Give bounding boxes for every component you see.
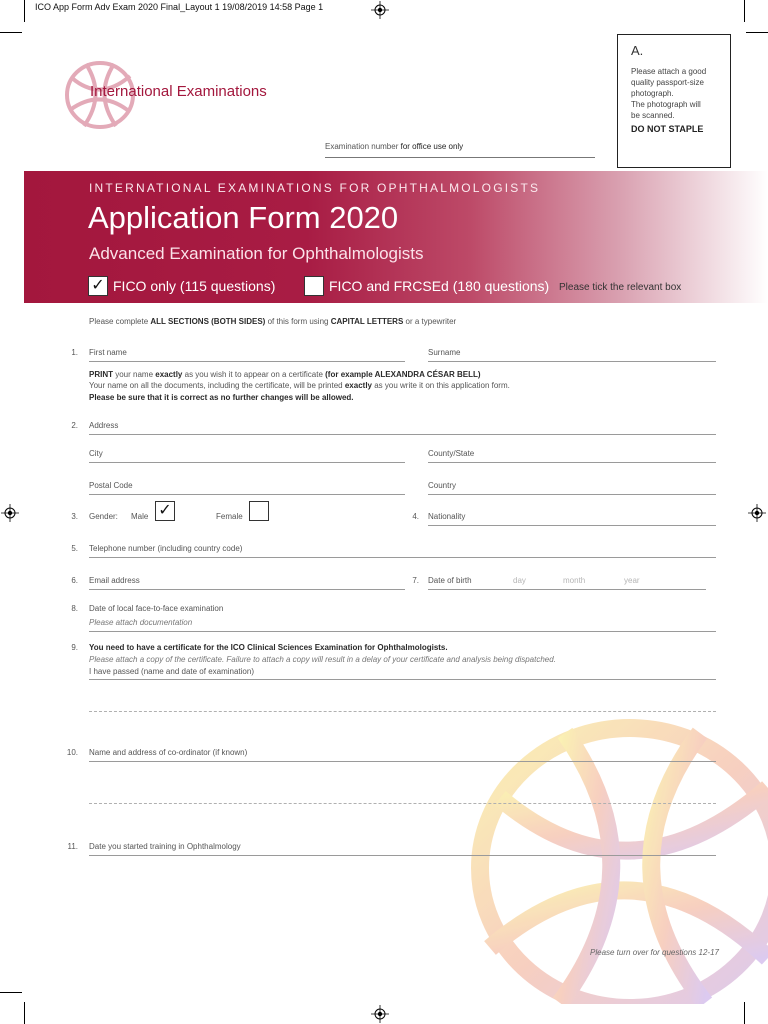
date-of-birth-label: Date of birth xyxy=(428,576,472,585)
telephone-field[interactable] xyxy=(89,557,716,558)
print-note xyxy=(89,370,481,379)
question-number: 9. xyxy=(71,643,78,652)
instruction-part: or a typewriter xyxy=(403,317,457,326)
page-title: Application Form 2020 xyxy=(88,200,399,235)
print-slug: ICO App Form Adv Exam 2020 Final_Layout 1 19/08/2019 14:58 Page 1 xyxy=(35,2,324,12)
dob-day-hint: day xyxy=(513,576,526,585)
training-start-field[interactable] xyxy=(89,855,716,856)
question-number: 5. xyxy=(71,544,78,553)
certificate-heading xyxy=(89,643,448,652)
crop-mark xyxy=(0,32,22,33)
passed-field[interactable] xyxy=(89,679,716,680)
turn-over-note: Please turn over for questions 12-17 xyxy=(590,948,719,957)
gender-label: Gender: xyxy=(89,512,118,521)
crop-mark xyxy=(744,1002,745,1024)
name-note-bold: exactly xyxy=(344,381,372,390)
logo-text: International Examinations xyxy=(90,83,267,100)
exam-number-field[interactable] xyxy=(325,157,595,158)
passed-field-extra-line[interactable] xyxy=(89,711,716,712)
first-name-field[interactable] xyxy=(89,361,405,362)
date-of-birth-field[interactable] xyxy=(428,589,706,590)
registration-mark-icon xyxy=(371,1,389,19)
certificate-note: Please attach a copy of the certificate. Failure to attach a copy will result in a delay of your certificate and analysis being dispatched. xyxy=(89,655,556,664)
email-field[interactable] xyxy=(89,589,405,590)
question-number: 6. xyxy=(71,576,78,585)
female-checkbox[interactable] xyxy=(249,501,269,521)
question-number: 11. xyxy=(67,842,78,851)
city-label: City xyxy=(89,449,103,458)
passed-label: I have passed (name and date of examination) xyxy=(89,667,254,676)
surname-field[interactable] xyxy=(428,361,716,362)
city-field[interactable] xyxy=(89,462,405,463)
surname-label: Surname xyxy=(428,348,461,357)
instruction-part: of this form using xyxy=(265,317,331,326)
email-label: Email address xyxy=(89,576,140,585)
instruction-bold: ALL SECTIONS (BOTH SIDES) xyxy=(150,317,266,326)
postal-code-field[interactable] xyxy=(89,494,405,495)
county-field[interactable] xyxy=(428,462,716,463)
fico-frcsed-label: FICO and FRCSEd (180 questions) xyxy=(329,278,550,294)
office-use-only: for office use only xyxy=(400,142,464,151)
dob-year-hint: year xyxy=(624,576,640,585)
banner-kicker: INTERNATIONAL EXAMINATIONS FOR OPHTHALMOLOGISTS xyxy=(89,181,541,195)
instruction-bold: CAPITAL LETTERS xyxy=(330,317,404,326)
photo-instruction: photograph. xyxy=(631,89,674,98)
photo-instruction: The photograph will xyxy=(631,100,701,109)
print-note-bold: PRINT xyxy=(89,370,113,379)
address-field[interactable] xyxy=(89,434,716,435)
nationality-label: Nationality xyxy=(428,512,466,521)
no-changes-bold: Please be sure that it is correct as no further changes will be allowed. xyxy=(89,393,354,402)
registration-mark-icon xyxy=(371,1005,389,1023)
question-number: 10. xyxy=(66,748,78,757)
coordinator-field-extra-line[interactable] xyxy=(89,803,716,804)
question-number: 1. xyxy=(71,348,78,357)
first-name-label: First name xyxy=(89,348,127,357)
registration-mark-icon xyxy=(1,504,19,522)
telephone-label: Telephone number (including country code) xyxy=(89,544,243,553)
local-exam-date-field[interactable] xyxy=(89,631,716,632)
postal-code-label: Postal Code xyxy=(89,481,133,490)
exam-number-text: Examination number xyxy=(325,142,399,151)
country-label: Country xyxy=(428,481,457,490)
instruction-text xyxy=(89,317,456,326)
question-number: 3. xyxy=(71,512,78,521)
crop-mark xyxy=(24,1002,25,1024)
print-note-part: your name xyxy=(113,370,156,379)
exam-number-label xyxy=(325,142,463,151)
question-number: 7. xyxy=(412,576,419,585)
fico-only-checkbox[interactable]: ✓ xyxy=(88,276,108,296)
name-note-part: Your name on all the documents, including the certificate, will be printed xyxy=(89,381,345,390)
coordinator-label: Name and address of co-ordinator (if known) xyxy=(89,748,248,757)
photo-instruction: Please attach a good xyxy=(631,67,707,76)
nationality-field[interactable] xyxy=(428,525,716,526)
male-checkbox[interactable]: ✓ xyxy=(155,501,175,521)
fico-only-label: FICO only (115 questions) xyxy=(113,278,276,294)
photo-instruction: quality passport-size xyxy=(631,78,704,87)
page-subtitle: Advanced Examination for Ophthalmologists xyxy=(89,244,424,263)
coordinator-field[interactable] xyxy=(89,761,716,762)
local-exam-date-label: Date of local face-to-face examination xyxy=(89,604,224,613)
tick-hint: Please tick the relevant box xyxy=(559,282,682,293)
name-note-part: as you write it on this application form. xyxy=(372,381,510,390)
female-label: Female xyxy=(216,512,243,521)
print-note-part: as you wish it to appear on a certificate xyxy=(182,370,326,379)
crop-mark xyxy=(0,992,22,993)
question-number: 2. xyxy=(71,421,78,430)
country-field[interactable] xyxy=(428,494,716,495)
male-label: Male xyxy=(131,512,149,521)
name-note xyxy=(89,381,510,390)
question-number: 4. xyxy=(412,512,419,521)
crop-mark xyxy=(744,0,745,22)
photo-box-label: A. xyxy=(631,43,644,58)
training-start-label: Date you started training in Ophthalmology xyxy=(89,842,241,851)
do-not-staple: DO NOT STAPLE xyxy=(631,124,704,134)
certificate-heading-bold: You need to have a certificate for the ICO Clinical Sciences Examination for Ophthalmologists. xyxy=(89,643,448,652)
print-note-bold: (for example ALEXANDRA CÉSAR BELL) xyxy=(325,370,481,379)
county-label: County/State xyxy=(428,449,475,458)
fico-frcsed-checkbox[interactable] xyxy=(304,276,324,296)
photo-box[interactable] xyxy=(617,34,731,168)
instruction-part: Please complete xyxy=(89,317,151,326)
address-label: Address xyxy=(89,421,119,430)
photo-instruction: be scanned. xyxy=(631,111,675,120)
no-changes-note xyxy=(89,393,354,402)
question-number: 8. xyxy=(71,604,78,613)
crop-mark xyxy=(24,0,25,22)
registration-mark-icon xyxy=(748,504,766,522)
dob-month-hint: month xyxy=(563,576,586,585)
print-note-bold: exactly xyxy=(155,370,183,379)
attach-documentation-note: Please attach documentation xyxy=(89,618,193,627)
crop-mark xyxy=(746,32,768,33)
